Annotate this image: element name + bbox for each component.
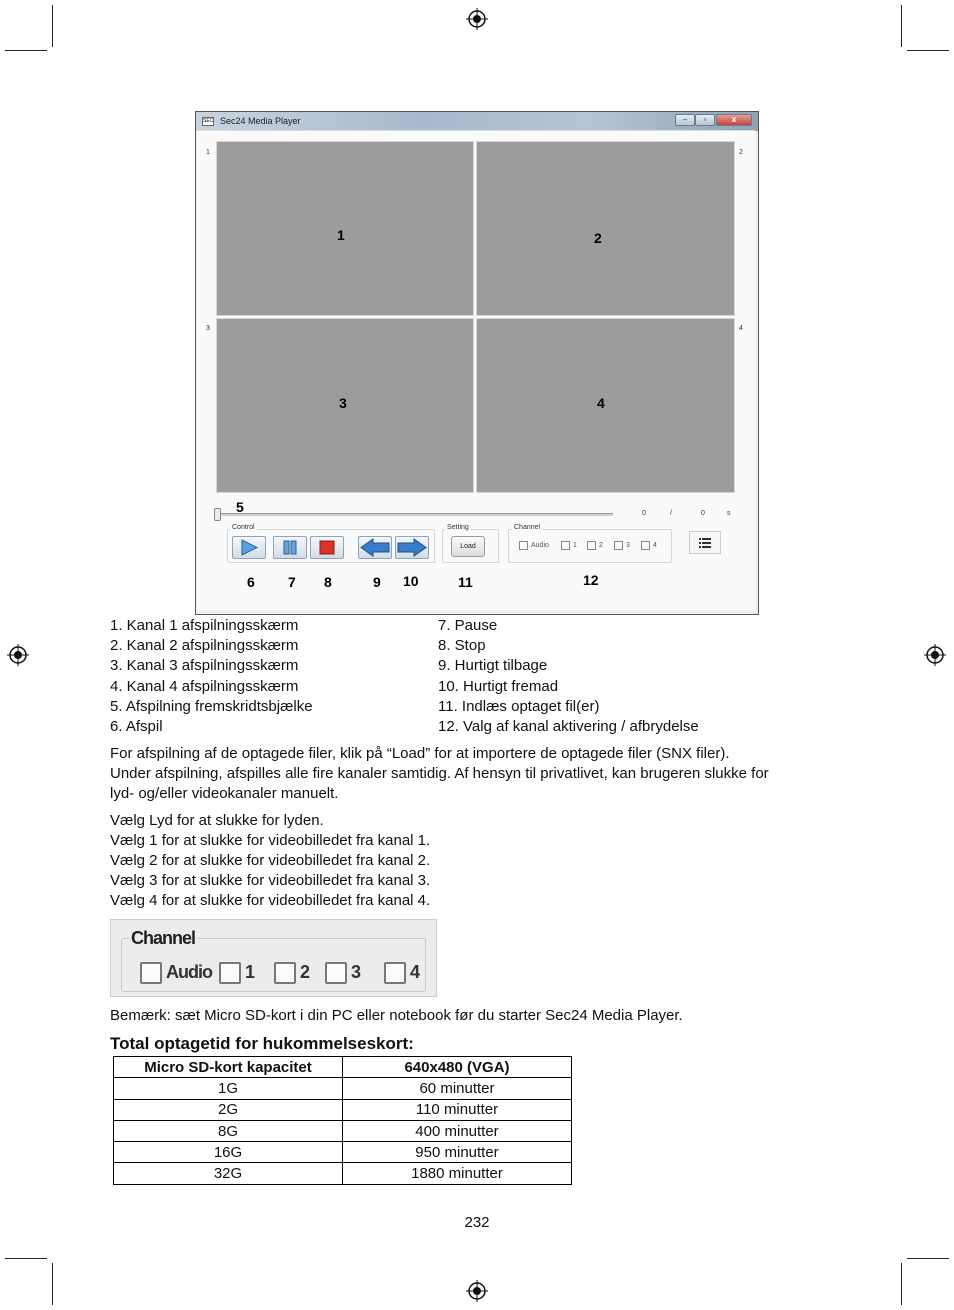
legend-left	[110, 616, 313, 737]
legend-item: 3. Kanal 3 afspilningsskærm	[110, 657, 299, 675]
channel-2-screen[interactable]	[476, 141, 735, 316]
channel-1-checkbox[interactable]	[561, 541, 570, 550]
callout-number: 7	[288, 574, 296, 590]
title-bar	[196, 112, 758, 131]
crop-mark	[5, 50, 47, 51]
channel-side-label: 3	[206, 325, 210, 332]
channel-1-checkbox-label: 1	[573, 542, 577, 549]
table-cell: 950 minutter	[343, 1142, 572, 1163]
paragraph-line: Vælg Lyd for at slukke for lyden.	[110, 812, 324, 829]
progress-track	[220, 513, 613, 516]
table-cell: 8G	[114, 1120, 343, 1141]
channel-group-label: Channel	[514, 524, 541, 531]
crop-mark	[907, 50, 949, 51]
table-cell: 1880 minutter	[343, 1163, 572, 1184]
channel-2-checkbox[interactable]	[587, 541, 596, 550]
play-icon	[233, 537, 265, 558]
paragraph-line: Vælg 3 for at slukke for videobilledet fra kanal 3.	[110, 872, 431, 889]
zoom-channel-1-checkbox	[219, 962, 241, 984]
pane-callout: 3	[339, 395, 347, 411]
zoom-channel-2-label: 2	[300, 962, 310, 982]
app-icon: SEC	[203, 118, 214, 124]
zoom-channel-3-label: 3	[351, 962, 361, 982]
table-cell: 60 minutter	[343, 1078, 572, 1099]
setting-group-label: Setting	[447, 524, 469, 531]
callout-number: 6	[247, 574, 255, 590]
close-button[interactable]: x	[716, 114, 752, 126]
legend-item: 2. Kanal 2 afspilningsskærm	[110, 637, 299, 655]
progress-thumb[interactable]	[214, 508, 221, 521]
paragraph-line: lyd- og/eller videokanaler manuelt.	[110, 785, 339, 802]
crop-mark	[901, 1263, 902, 1305]
channel-zoom-image	[110, 919, 437, 997]
callout-number: 12	[583, 572, 599, 588]
legend-item: 12. Valg af kanal aktivering / afbrydelse	[438, 718, 699, 736]
minimize-button[interactable]: –	[675, 114, 695, 126]
channel-1-screen[interactable]	[216, 141, 474, 316]
channel-side-label: 1	[206, 149, 210, 156]
channel-3-checkbox[interactable]	[614, 541, 623, 550]
paragraph-line: For afspilning af de optagede filer, klik på “Load” for at importere de optagede filer (SNX filer).	[110, 745, 730, 762]
legend-item: 6. Afspil	[110, 718, 163, 736]
legend-right	[438, 616, 699, 737]
audio-checkbox-label: Audio	[531, 542, 549, 549]
time-unit: s	[727, 510, 731, 517]
table-row	[114, 1142, 572, 1163]
legend-item: 1. Kanal 1 afspilningsskærm	[110, 617, 299, 634]
stop-button[interactable]	[310, 536, 344, 559]
time-current: 0	[642, 510, 646, 517]
channel-4-checkbox[interactable]	[641, 541, 650, 550]
list-icon	[690, 532, 720, 553]
note-text: Bemærk: sæt Micro SD-kort i din PC eller notebook før du starter Sec24 Media Player.	[110, 1007, 683, 1024]
callout-number: 11	[458, 574, 473, 590]
registration-mark-icon	[466, 1280, 488, 1302]
column-header: Micro SD-kort kapacitet	[114, 1057, 343, 1078]
legend-item: 11. Indlæs optaget fil(er)	[438, 697, 600, 715]
table-row	[114, 1078, 572, 1099]
zoom-audio-label: Audio	[166, 962, 212, 982]
list-button[interactable]	[689, 531, 721, 554]
maximize-button[interactable]: ▫	[695, 114, 715, 126]
arrow-left-icon	[359, 537, 391, 558]
time-separator: /	[670, 510, 672, 517]
capacity-table	[113, 1056, 572, 1185]
rewind-button[interactable]	[358, 536, 392, 559]
load-button[interactable]: Load	[451, 536, 485, 557]
crop-mark	[52, 1263, 53, 1305]
callout-number: 10	[403, 573, 419, 589]
table-cell: 16G	[114, 1142, 343, 1163]
zoom-channel-4-checkbox	[384, 962, 406, 984]
crop-mark	[907, 1258, 949, 1259]
pane-callout: 2	[594, 230, 602, 246]
callout-number: 8	[324, 574, 332, 590]
table-cell: 2G	[114, 1099, 343, 1120]
callout-number: 5	[236, 499, 244, 515]
crop-mark	[52, 5, 53, 47]
window-title: Sec24 Media Player	[220, 116, 301, 126]
channel-4-screen[interactable]	[476, 318, 735, 493]
arrow-right-icon	[396, 537, 428, 558]
channel-side-label: 2	[739, 149, 743, 156]
channel-2-checkbox-label: 2	[599, 542, 603, 549]
paragraph-line: Vælg 1 for at slukke for videobilledet fra kanal 1.	[110, 832, 431, 849]
paragraph-line: Vælg 2 for at slukke for videobilledet fra kanal 2.	[110, 852, 431, 869]
pane-callout: 1	[337, 227, 345, 243]
zoom-audio-checkbox	[140, 962, 162, 984]
table-heading: Total optagetid for hukommelseskort:	[110, 1034, 414, 1053]
stop-icon	[311, 537, 343, 558]
legend-item: 9. Hurtigt tilbage	[438, 657, 548, 675]
registration-mark-icon	[466, 8, 488, 30]
play-button[interactable]	[232, 536, 266, 559]
legend-item: 5. Afspilning fremskridtsbjælke	[110, 697, 313, 715]
legend-item: 4. Kanal 4 afspilningsskærm	[110, 677, 299, 695]
table-cell: 1G	[114, 1078, 343, 1099]
intro-paragraph	[110, 744, 769, 804]
registration-mark-icon	[924, 644, 946, 666]
zoom-channel-2-checkbox	[274, 962, 296, 984]
paragraph-line: Vælg 4 for at slukke for videobilledet fra kanal 4.	[110, 892, 431, 909]
instructions-paragraph	[110, 811, 430, 911]
table-cell: 110 minutter	[343, 1099, 572, 1120]
pause-icon	[274, 537, 306, 558]
registration-mark-icon	[7, 644, 29, 666]
page-number: 232	[464, 1214, 490, 1231]
table-cell: 32G	[114, 1163, 343, 1184]
pane-callout: 4	[597, 395, 605, 411]
table-header-row	[114, 1057, 572, 1078]
crop-mark	[901, 5, 902, 47]
callout-number: 9	[373, 574, 381, 590]
zoom-channel-1-label: 1	[245, 962, 255, 982]
channel-3-checkbox-label: 3	[626, 542, 630, 549]
legend-item: 7. Pause	[438, 617, 498, 634]
table-cell: 400 minutter	[343, 1120, 572, 1141]
column-header: 640x480 (VGA)	[343, 1057, 572, 1078]
table-row	[114, 1099, 572, 1120]
channel-zoom-label: Channel	[131, 928, 196, 948]
time-total: 0	[701, 510, 705, 517]
crop-mark	[5, 1258, 47, 1259]
channel-4-checkbox-label: 4	[653, 542, 657, 549]
table-row	[114, 1120, 572, 1141]
zoom-channel-3-checkbox	[325, 962, 347, 984]
control-group-label: Control	[232, 524, 255, 531]
zoom-channel-4-label: 4	[410, 962, 420, 982]
legend-item: 10. Hurtigt fremad	[438, 677, 559, 695]
audio-checkbox[interactable]	[519, 541, 528, 550]
fast-forward-button[interactable]	[395, 536, 429, 559]
paragraph-line: Under afspilning, afspilles alle fire kanaler samtidig. Af hensyn til privatlivet, kan brugeren slukke for	[110, 765, 769, 782]
channel-side-label: 4	[739, 325, 743, 332]
table-row	[114, 1163, 572, 1184]
legend-item: 8. Stop	[438, 637, 486, 655]
pause-button[interactable]	[273, 536, 307, 559]
